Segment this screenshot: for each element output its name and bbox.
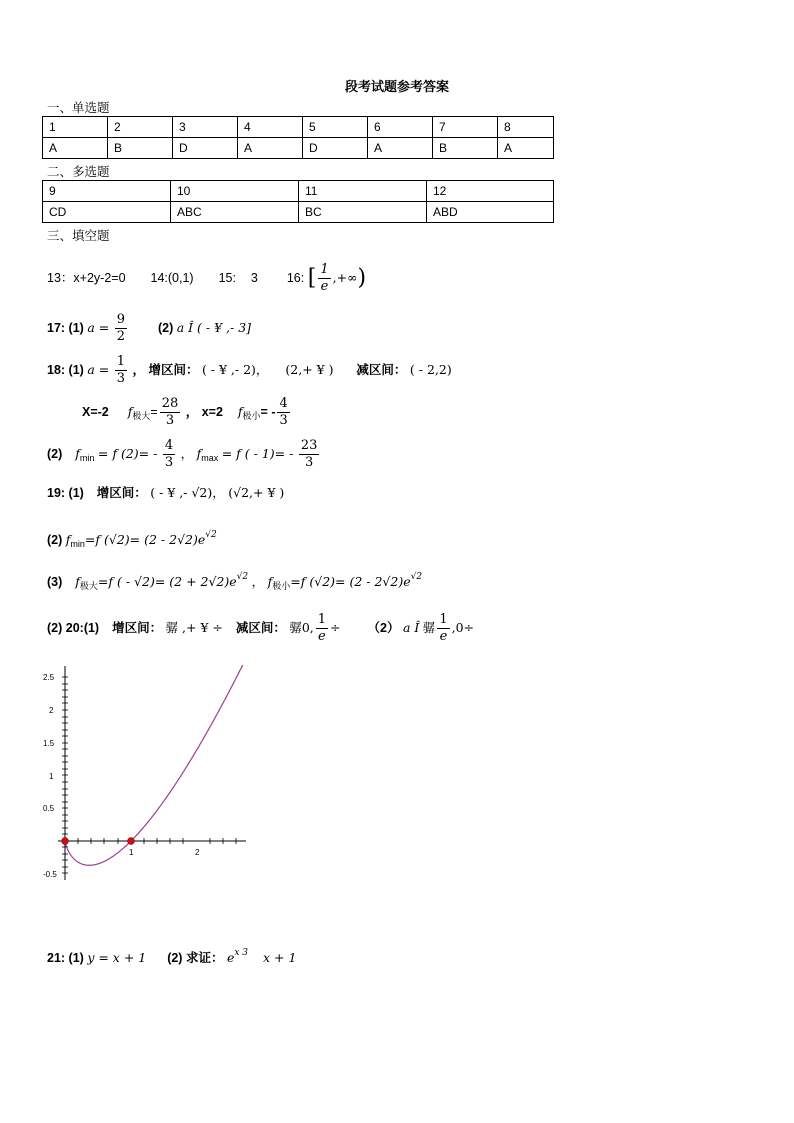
table-cell: 2 xyxy=(108,117,173,138)
answer-18-part1 xyxy=(47,350,452,390)
answer-20-dec-left: 骣0, xyxy=(289,620,314,635)
answer-18-fmax-sub: 极大 xyxy=(132,411,151,421)
answer-15-value: 3 xyxy=(250,271,258,285)
answer-18-fmax: f xyxy=(127,404,133,419)
x-tick-label: 1 xyxy=(129,848,134,857)
table-cell: CD xyxy=(43,202,171,223)
answer-18-p2-label: (2) xyxy=(47,447,63,461)
answer-16-tail: ,+∞ xyxy=(332,270,358,285)
answer-19-inc2: (√2,+ ¥ ) xyxy=(228,485,285,500)
answer-21-sup: x 3 xyxy=(234,948,249,958)
answer-18-p2-comma: ， xyxy=(180,447,194,461)
answer-18-p2-max-sub: max xyxy=(201,453,219,463)
answer-14: 14:(0,1) xyxy=(150,271,194,285)
answer-19-part1 xyxy=(47,480,284,506)
answer-16-fraction: $\frac{1}{e}$ xyxy=(320,262,329,295)
answer-18-p2-max-expr: = f ( - 1)= - xyxy=(221,446,294,461)
answer-21-p2-label: (2) 求证： xyxy=(167,951,224,965)
answer-18-a: a = xyxy=(87,362,110,377)
answer-18-extremes: X=-2 $f_{极大}=$ $\frac{28}{3}$ ， x=2 $f_{极小}=$ - $\frac{4}{3}$ xyxy=(82,396,288,429)
answer-18-label: 18: (1) xyxy=(47,363,84,377)
answer-18-inc2: (2,+ ¥ ) xyxy=(285,362,334,377)
section-single-choice: 一、单选题 xyxy=(47,101,110,115)
table-cell: 11 xyxy=(299,181,427,202)
table-cell: 9 xyxy=(43,181,171,202)
y-tick-label: -0.5 xyxy=(43,870,57,879)
table-cell: 4 xyxy=(238,117,303,138)
answer-17-a: a = xyxy=(87,320,110,335)
answer-18-fraction: $\frac{1}{3}$ xyxy=(116,354,125,387)
answer-18-fmin-fraction: $\frac{4}{3}$ xyxy=(279,396,288,429)
answer-19-p2-sub: min xyxy=(70,539,85,549)
single-choice-table xyxy=(42,116,554,159)
answer-19-p3-label: (3) xyxy=(47,575,63,589)
x-tick-label: 2 xyxy=(195,848,200,857)
table-cell: 12 xyxy=(427,181,554,202)
table-cell: 8 xyxy=(498,117,554,138)
table-cell: D xyxy=(303,138,368,159)
answer-18-dec: ( - 2,2) xyxy=(409,362,452,377)
answer-19-part2 xyxy=(47,522,217,548)
table-cell: 10 xyxy=(171,181,299,202)
table-cell: 5 xyxy=(303,117,368,138)
answer-21-label: 21: (1) xyxy=(47,951,84,965)
answer-15-label: 15: xyxy=(218,271,236,285)
answer-18-p2-f: f xyxy=(75,446,80,461)
table-cell: 7 xyxy=(433,117,498,138)
answer-19-label: 19: (1) xyxy=(47,486,84,500)
answer-18-p2-min-expr: = f (2)= - xyxy=(97,446,158,461)
answer-18-x2: ， x=2 xyxy=(185,405,223,419)
table-row xyxy=(43,117,554,138)
page-title: 段考试题参考答案 xyxy=(344,79,449,94)
answer-19-p3-f: f xyxy=(75,574,80,589)
root-point xyxy=(128,838,135,845)
function-curve xyxy=(65,665,243,865)
answer-19-inc1: ( - ¥ ,- √2)， xyxy=(150,485,225,500)
answer-19-part3 xyxy=(47,564,422,590)
table-cell: BC xyxy=(299,202,427,223)
answer-18-p2-f2: f xyxy=(196,446,202,461)
answer-19-p3-sub: 极大 xyxy=(79,581,98,591)
answer-20-inc-label: 增区间： xyxy=(112,621,163,635)
y-tick-label: 2 xyxy=(49,706,54,715)
answer-17-label: 17: (1) xyxy=(47,321,84,335)
answers-13-16: 13：x+2y-2=0 14:(0,1) 15: 3 16: [ $\frac{1}{e}$ ,+∞) xyxy=(47,262,367,295)
table-cell: B xyxy=(433,138,498,159)
answer-18-p2-max-fraction: $\frac{23}{3}$ xyxy=(300,438,318,471)
answer-21-e: e xyxy=(226,950,235,965)
table-cell: A xyxy=(43,138,108,159)
table-cell: ABD xyxy=(427,202,554,223)
answer-19-p3-expr: =f ( - √2)= (2 + 2√2)e xyxy=(97,574,237,589)
answer-18-x1: X=-2 xyxy=(82,405,109,419)
answer-17-part2-label: (2) xyxy=(157,321,174,335)
table-cell: 6 xyxy=(368,117,433,138)
answer-18-p2-min-sub: min xyxy=(79,453,95,463)
answer-19-p3-f2: f xyxy=(267,574,273,589)
y-tick-label: 1 xyxy=(49,772,54,781)
table-cell: D xyxy=(173,138,238,159)
answer-18-inc1: ( - ¥ ,- 2)， xyxy=(201,362,269,377)
answer-18-part2 xyxy=(47,434,321,474)
function-graph xyxy=(40,662,250,882)
answer-19-p2-sup: √2 xyxy=(205,530,217,540)
answer-19-p3-sub2: 极小 xyxy=(272,581,291,591)
answer-21-expr1: y = x + 1 xyxy=(87,950,147,965)
answer-20-inc: 骣 ,+ ¥ ÷ xyxy=(165,620,223,635)
table-row xyxy=(43,181,554,202)
answer-18-dec-label: 减区间： xyxy=(356,363,407,377)
table-cell: 3 xyxy=(173,117,238,138)
multi-choice-table xyxy=(42,180,554,223)
answer-21 xyxy=(47,940,296,966)
answer-16-label: 16: xyxy=(286,271,305,285)
answer-20-p2-fraction: $\frac{1}{e}$ xyxy=(439,612,448,645)
answer-20-p2-left: 骣 xyxy=(422,620,436,635)
table-cell: B xyxy=(108,138,173,159)
table-cell: 1 xyxy=(43,117,108,138)
section-fill-blank: 三、填空题 xyxy=(47,229,110,243)
answer-18-fmin-sign: = - xyxy=(260,405,276,419)
answer-18-fmin-sub: 极小 xyxy=(242,411,261,421)
y-tick-label: 0.5 xyxy=(43,804,55,813)
answer-17-fraction: $\frac{9}{2}$ xyxy=(116,312,125,345)
answer-17-part2-expr: a Î ( - ¥ ,- 3] xyxy=(176,320,252,335)
answer-20-p2-tail: ,0÷ xyxy=(451,620,474,635)
answer-18-p2-min-fraction: $\frac{4}{3}$ xyxy=(164,438,174,471)
answer-19-p3-sup2: √2 xyxy=(410,572,423,582)
y-tick-label: 2.5 xyxy=(43,673,55,682)
answer-21-tail: x + 1 xyxy=(262,950,297,965)
answer-20-label: (2) 20:(1) xyxy=(47,621,100,635)
answer-20-p2-a: a Î xyxy=(402,620,420,635)
answer-19-p3-comma: ， xyxy=(251,575,265,589)
answer-19-inc-label: 增区间： xyxy=(96,486,147,500)
answer-20-p2-label: （2） xyxy=(367,621,400,635)
answer-19-p2-label: (2) xyxy=(47,533,63,547)
answer-18-fmax-fraction: $\frac{28}{3}$ xyxy=(161,396,179,429)
y-tick-label: 1.5 xyxy=(43,739,55,748)
table-row xyxy=(43,202,554,223)
answer-13: 13：x+2y-2=0 xyxy=(47,271,126,285)
answer-19-p3-sup: √2 xyxy=(236,572,249,582)
answer-18-inc-label: ， 增区间： xyxy=(132,363,199,377)
answer-19-p3-expr2: =f (√2)= (2 - 2√2)e xyxy=(290,574,411,589)
answer-20-dec-fraction: $\frac{1}{e}$ xyxy=(317,612,327,645)
table-cell: ABC xyxy=(171,202,299,223)
answer-17 xyxy=(47,308,251,348)
table-cell: A xyxy=(238,138,303,159)
answer-19-p2-f: f xyxy=(65,532,71,547)
table-cell: A xyxy=(368,138,433,159)
origin-point xyxy=(62,838,69,845)
answer-20 xyxy=(47,608,474,648)
answer-20-dec-right: ÷ xyxy=(330,620,341,635)
answer-18-fmin: f xyxy=(237,404,243,419)
answer-19-p2-expr: =f (√2)= (2 - 2√2)e xyxy=(84,532,206,547)
table-row xyxy=(43,138,554,159)
section-multi-choice: 二、多选题 xyxy=(47,165,110,179)
answer-20-dec-label: 减区间： xyxy=(235,621,286,635)
table-cell: A xyxy=(498,138,554,159)
